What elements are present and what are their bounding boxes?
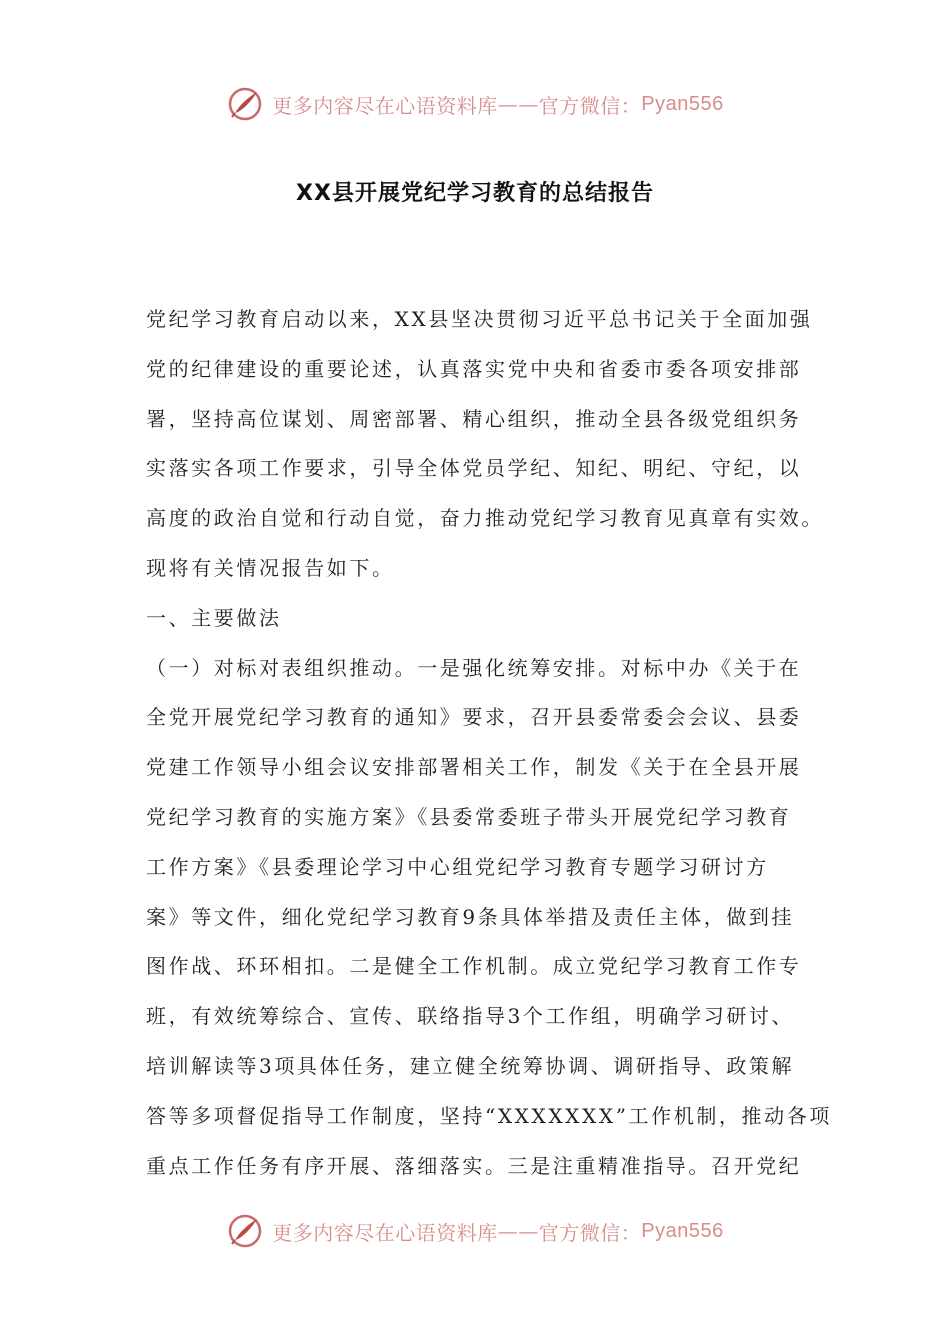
text-line: 图作战、环环相扣。二是健全工作机制。成立党纪学习教育工作专	[146, 954, 802, 979]
document-body	[146, 295, 832, 1191]
text-line: 署，坚持高位谋划、周密部署、精心组织，推动全县各级党组织务	[146, 406, 802, 431]
watermark-official-label: 官方微信：	[538, 1220, 642, 1245]
text-line: 工作方案》《县委理论学习中心组党纪学习教育专题学习研讨方	[146, 854, 769, 879]
quill-logo-icon	[226, 85, 264, 123]
watermark-main-text: 更多内容尽在心语资料库	[272, 1220, 498, 1245]
text-line: （一）对标对表组织推动。一是强化统筹安排。对标中办《关于在	[146, 655, 802, 680]
quill-logo-icon	[226, 1212, 264, 1250]
text-line: 重点工作任务有序开展、落细落实。三是注重精准指导。召开党纪	[146, 1153, 802, 1178]
watermark-official-label: 官方微信：	[538, 93, 642, 118]
watermark-wechat-id: Pyan556	[641, 92, 724, 115]
text-line: 全党开展党纪学习教育的通知》要求，召开县委常委会会议、县委	[146, 705, 802, 730]
watermark-dash: ——	[497, 92, 539, 116]
watermark-dash: ——	[497, 1219, 539, 1243]
section-heading: 一、主要做法	[146, 605, 282, 630]
text-line: 党纪学习教育启动以来，XX县坚决贯彻习近平总书记关于全面加强	[146, 307, 813, 331]
watermark-main-text: 更多内容尽在心语资料库	[272, 93, 498, 118]
text-line: 现将有关情况报告如下。	[146, 555, 395, 580]
text-line: 党建工作领导小组会议安排部署相关工作，制发《关于在全县开展	[146, 755, 802, 780]
text-line: 高度的政治自觉和行动自觉，奋力推动党纪学习教育见真章有实效。	[146, 506, 824, 531]
text-line: 党的纪律建设的重要论述，认真落实党中央和省委市委各项安排部	[146, 356, 802, 381]
text-line: 党纪学习教育的实施方案》《县委常委班子带头开展党纪学习教育	[146, 804, 792, 829]
text-line: 案》等文件，细化党纪学习教育9条具体举措及责任主体，做到挂	[146, 904, 795, 929]
watermark-header	[0, 84, 950, 124]
document-title: XX县开展党纪学习教育的总结报告	[296, 181, 654, 206]
text-line: 答等多项督促指导工作制度，坚持“XXXXXXX”工作机制，推动各项	[146, 1103, 832, 1128]
watermark-footer	[0, 1211, 950, 1251]
watermark-wechat-id: Pyan556	[641, 1219, 724, 1242]
text-line: 实落实各项工作要求，引导全体党员学纪、知纪、明纪、守纪，以	[146, 456, 802, 481]
text-line: 培训解读等3项具体任务，建立健全统筹协调、调研指导、政策解	[146, 1053, 795, 1078]
text-line: 班，有效统筹综合、宣传、联络指导3个工作组，明确学习研讨、	[146, 1004, 795, 1029]
